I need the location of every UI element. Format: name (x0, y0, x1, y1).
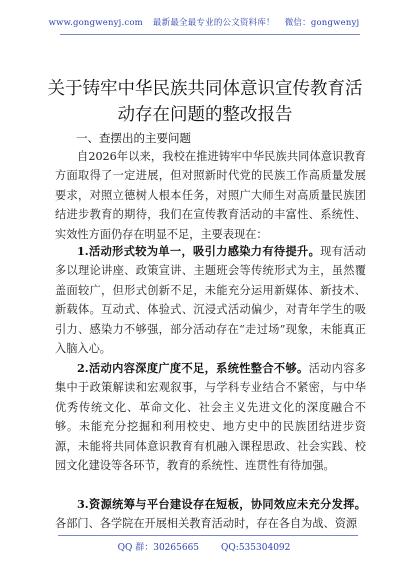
document-title: 关于铸牢中华民族共同体意识宣传教育活动存在问题的整改报告 (47, 79, 363, 125)
intro-paragraph (55, 147, 366, 244)
issue-text-2: 活动内容多集中于政策解读和宏观叙事，与学科专业结合不紧密，与中华优秀传统文化、革命文化、社会主义先进文化的深度融合不够。未能充分挖掘和利用校史、地方史中的民族团结进步资源，未能将共同体意识教育有机融入课程思政、社会实践、校园文化建设等各环节，教育的系统性、连贯性有待加强。 (55, 362, 366, 473)
issue-text-1: 现有活动多以理论讲座、政策宣讲、主题班会等传统形式为主，虽然覆盖面较广，但形式创新不足，未能充分运用新媒体、新技术、新载体。互动式、体验式、沉浸式活动偏少，对青年学生的吸引力、感染力不够强，部分活动存在“走过场”现象，未能真正入脑入心。 (55, 245, 366, 356)
website-link[interactable]: www.gongwenyj.com (48, 18, 143, 28)
header-divider (60, 34, 360, 35)
footer-bar (0, 540, 408, 553)
issue-text-3: 各部门、各学院在开展相关教育活动时，存在各自为战、资源 (55, 517, 358, 531)
issue-lead-1: 1.活动形式较为单一，吸引力感染力有待提升。 (77, 244, 321, 258)
issue-paragraph-1 (55, 242, 366, 358)
issue-lead-3: 3.资源统筹与平台建设存在短板，协同效应未充分发挥。 (77, 497, 366, 511)
slogan-text: 最新最全最专业的公文资料库！ (152, 18, 275, 28)
issue-lead-2: 2.活动内容深度广度不足，系统性整合不够。 (77, 361, 309, 375)
issue-paragraph-2 (55, 359, 366, 475)
intro-text: 自2026年以来，我校在推进铸牢中华民族共同体意识教育方面取得了一定进展，但对照新时代党的民族工作高质量发展要求，对照立德树人根本任务，对照广大师生对高质量民族团结进步教育的期待，我们在宣传教育活动的丰富性、系统性、实效性方面仍存在明显不足，主要表现在： (55, 150, 366, 241)
issue-paragraph-3 (55, 495, 366, 534)
header-bar (0, 16, 408, 28)
qq-group-text: QQ 群：30265665 (117, 543, 200, 553)
section-heading: 一、查摆出的主要问题 (76, 131, 191, 145)
wechat-text: 微信：gongwenyj (284, 18, 360, 28)
qq-text: QQ:535304092 (221, 543, 291, 553)
footer-divider (58, 535, 358, 536)
